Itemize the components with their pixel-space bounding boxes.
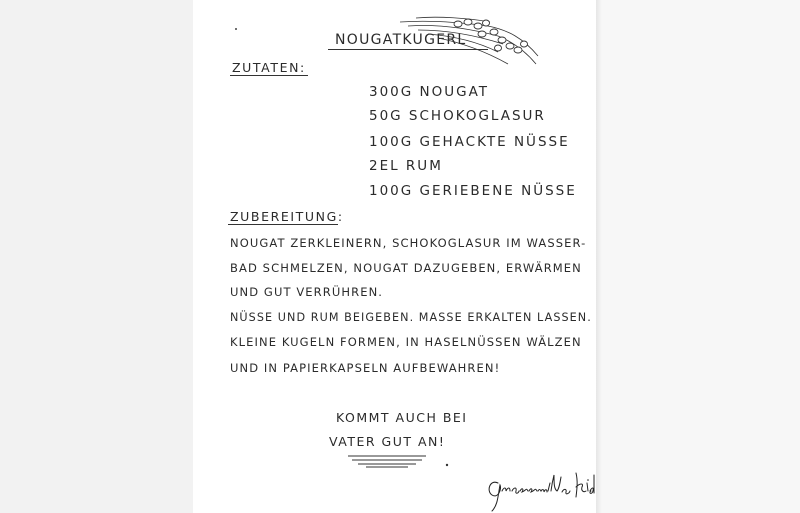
preparation-heading-underline (228, 224, 338, 225)
closing-line: KOMMT AUCH BEI (336, 410, 468, 425)
ingredients-heading: ZUTATEN: (232, 60, 306, 75)
preparation-line: UND IN PAPIERKAPSELN AUFBEWAHREN! (230, 361, 501, 375)
hazelnut-sprig-icon (398, 14, 542, 72)
preparation-heading: ZUBEREITUNG: (230, 209, 344, 224)
ingredients-heading-underline (230, 75, 308, 76)
page-edge-shadow (596, 0, 800, 513)
preparation-line: NÜSSE UND RUM BEIGEBEN. MASSE ERKALTEN LASSEN. (230, 310, 592, 324)
recipe-title: NOUGATKUGERL (335, 32, 467, 48)
ingredient-item: 100G GEHACKTE NÜSSE (369, 134, 570, 150)
ingredient-item: 300G NOUGAT (369, 84, 490, 100)
signature (484, 469, 596, 513)
preparation-line: NOUGAT ZERKLEINERN, SCHOKOGLASUR IM WASSER- (230, 236, 587, 250)
ingredient-item: 100G GERIEBENE NÜSSE (369, 183, 577, 199)
preparation-line: KLEINE KUGELN FORMEN, IN HASELNÜSSEN WÄLZEN (230, 335, 582, 349)
ingredient-item: 2EL RUM (369, 158, 443, 174)
wavy-underline-icon (346, 450, 456, 472)
closing-line: VATER GUT AN! (329, 434, 446, 449)
ingredient-item: 50G SCHOKOGLASUR (369, 108, 546, 124)
preparation-line: UND GUT VERRÜHREN. (230, 285, 384, 299)
stray-ink-dot (235, 28, 237, 30)
preparation-line: BAD SCHMELZEN, NOUGAT DAZUGEBEN, ERWÄRMEN (230, 261, 582, 275)
